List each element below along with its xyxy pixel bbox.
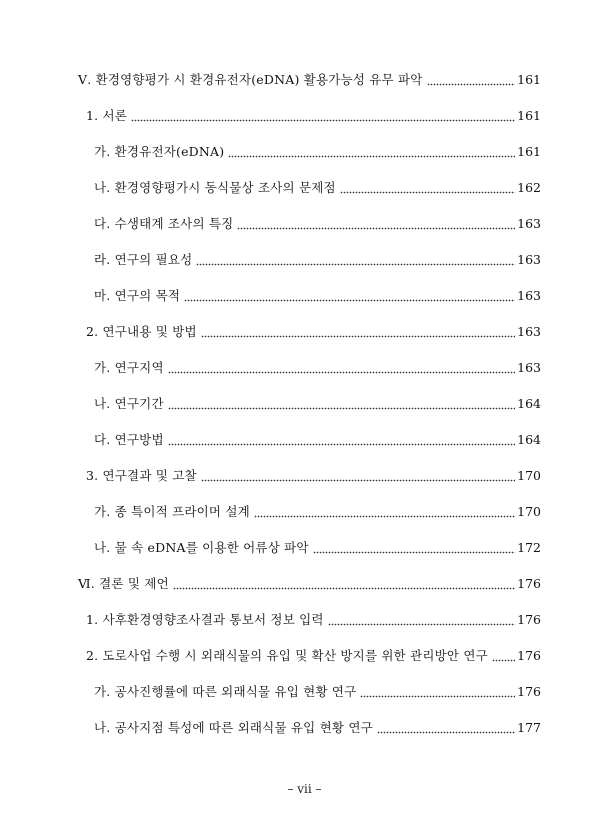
dot-leader <box>492 648 515 664</box>
dot-leader <box>173 576 515 592</box>
toc-entry[interactable] <box>0 350 609 386</box>
dot-leader <box>377 720 515 736</box>
dot-leader <box>168 396 515 412</box>
toc-entry-page: 163 <box>517 324 541 339</box>
dot-leader <box>168 360 515 376</box>
dot-leader <box>184 288 515 304</box>
toc-entry-page: 164 <box>517 396 541 411</box>
toc-entry-page: 176 <box>517 684 541 699</box>
toc-entry[interactable] <box>0 242 609 278</box>
toc-entry-page: 176 <box>517 648 541 663</box>
dot-leader <box>328 612 515 628</box>
dot-leader <box>237 216 515 232</box>
toc-entry-label: 나. 물 속 eDNA를 이용한 어류상 파악 <box>94 540 309 555</box>
toc-entry-page: 170 <box>517 468 541 483</box>
toc-entry[interactable] <box>0 134 609 170</box>
toc-entry-page: 170 <box>517 504 541 519</box>
toc-entry[interactable] <box>0 422 609 458</box>
dot-leader <box>168 432 515 448</box>
toc-entry-label: 2. 연구내용 및 방법 <box>86 324 197 339</box>
toc-entry-label: 다. 연구방법 <box>94 432 164 447</box>
toc-entry[interactable] <box>0 458 609 494</box>
toc-entry-label: 3. 연구결과 및 고찰 <box>86 468 197 483</box>
dot-leader <box>313 540 515 556</box>
dot-leader <box>131 108 515 124</box>
dot-leader <box>254 504 515 520</box>
toc-entry-label: 나. 연구기간 <box>94 396 164 411</box>
toc-entry-page: 164 <box>517 432 541 447</box>
toc-entry-label: 가. 공사진행률에 따른 외래식물 유입 현황 연구 <box>94 684 357 699</box>
toc-entry[interactable] <box>0 170 609 206</box>
toc-entry-page: 163 <box>517 216 541 231</box>
toc-entry-label: 라. 연구의 필요성 <box>94 252 193 267</box>
toc-entry-label: 가. 종 특이적 프라이머 설계 <box>94 504 250 519</box>
toc-entry-label: 마. 연구의 목적 <box>94 288 181 303</box>
toc-entry-label: 1. 사후환경영향조사결과 통보서 정보 입력 <box>86 612 324 627</box>
page-number: – vii – <box>287 782 322 796</box>
toc-entry[interactable] <box>0 494 609 530</box>
toc-entry-label: 가. 연구지역 <box>94 360 164 375</box>
toc-entry-page: 163 <box>517 288 541 303</box>
toc-entry-page: 176 <box>517 576 541 591</box>
toc-entry[interactable] <box>0 674 609 710</box>
toc-entry-label: Ⅵ. 결론 및 제언 <box>78 576 169 591</box>
toc-entry-label: Ⅴ. 환경영향평가 시 환경유전자(eDNA) 활용가능성 유무 파악 <box>78 72 423 87</box>
toc-entry-label: 2. 도로사업 수행 시 외래식물의 유입 및 확산 방지를 위한 관리방안 연구 <box>86 648 488 663</box>
dot-leader <box>427 72 516 88</box>
toc-entry-label: 나. 공사지점 특성에 따른 외래식물 유입 현황 연구 <box>94 720 373 735</box>
toc-entry-label: 가. 환경유전자(eDNA) <box>94 144 225 159</box>
toc-entry-label: 나. 환경영향평가시 동식물상 조사의 문제점 <box>94 180 336 195</box>
toc-entry-page: 161 <box>517 108 541 123</box>
toc-entry-page: 176 <box>517 612 541 627</box>
toc-entry[interactable] <box>0 638 609 674</box>
toc-entry-label: 1. 서론 <box>86 108 128 123</box>
toc-entry-label: 다. 수생태계 조사의 특징 <box>94 216 234 231</box>
dot-leader <box>201 324 515 340</box>
toc-entry[interactable] <box>0 278 609 314</box>
toc-entry[interactable] <box>0 602 609 638</box>
toc-entry[interactable] <box>0 98 609 134</box>
dot-leader <box>228 144 515 160</box>
toc-entry[interactable] <box>0 386 609 422</box>
toc-entry[interactable] <box>0 206 609 242</box>
toc-entry[interactable] <box>0 566 609 602</box>
toc-entry[interactable] <box>0 530 609 566</box>
toc-entry[interactable] <box>0 62 609 98</box>
toc-entry[interactable] <box>0 314 609 350</box>
toc-entry-page: 163 <box>517 252 541 267</box>
toc-entry-page: 177 <box>517 720 541 735</box>
toc-entry-page: 163 <box>517 360 541 375</box>
toc-entry-page: 161 <box>517 72 541 87</box>
toc-entry-page: 172 <box>517 540 541 555</box>
toc-entry-page: 161 <box>517 144 541 159</box>
dot-leader <box>360 684 515 700</box>
dot-leader <box>201 468 515 484</box>
toc-entry[interactable] <box>0 710 609 746</box>
table-of-contents <box>0 62 609 746</box>
dot-leader <box>196 252 515 268</box>
dot-leader <box>340 180 515 196</box>
toc-entry-page: 162 <box>517 180 541 195</box>
